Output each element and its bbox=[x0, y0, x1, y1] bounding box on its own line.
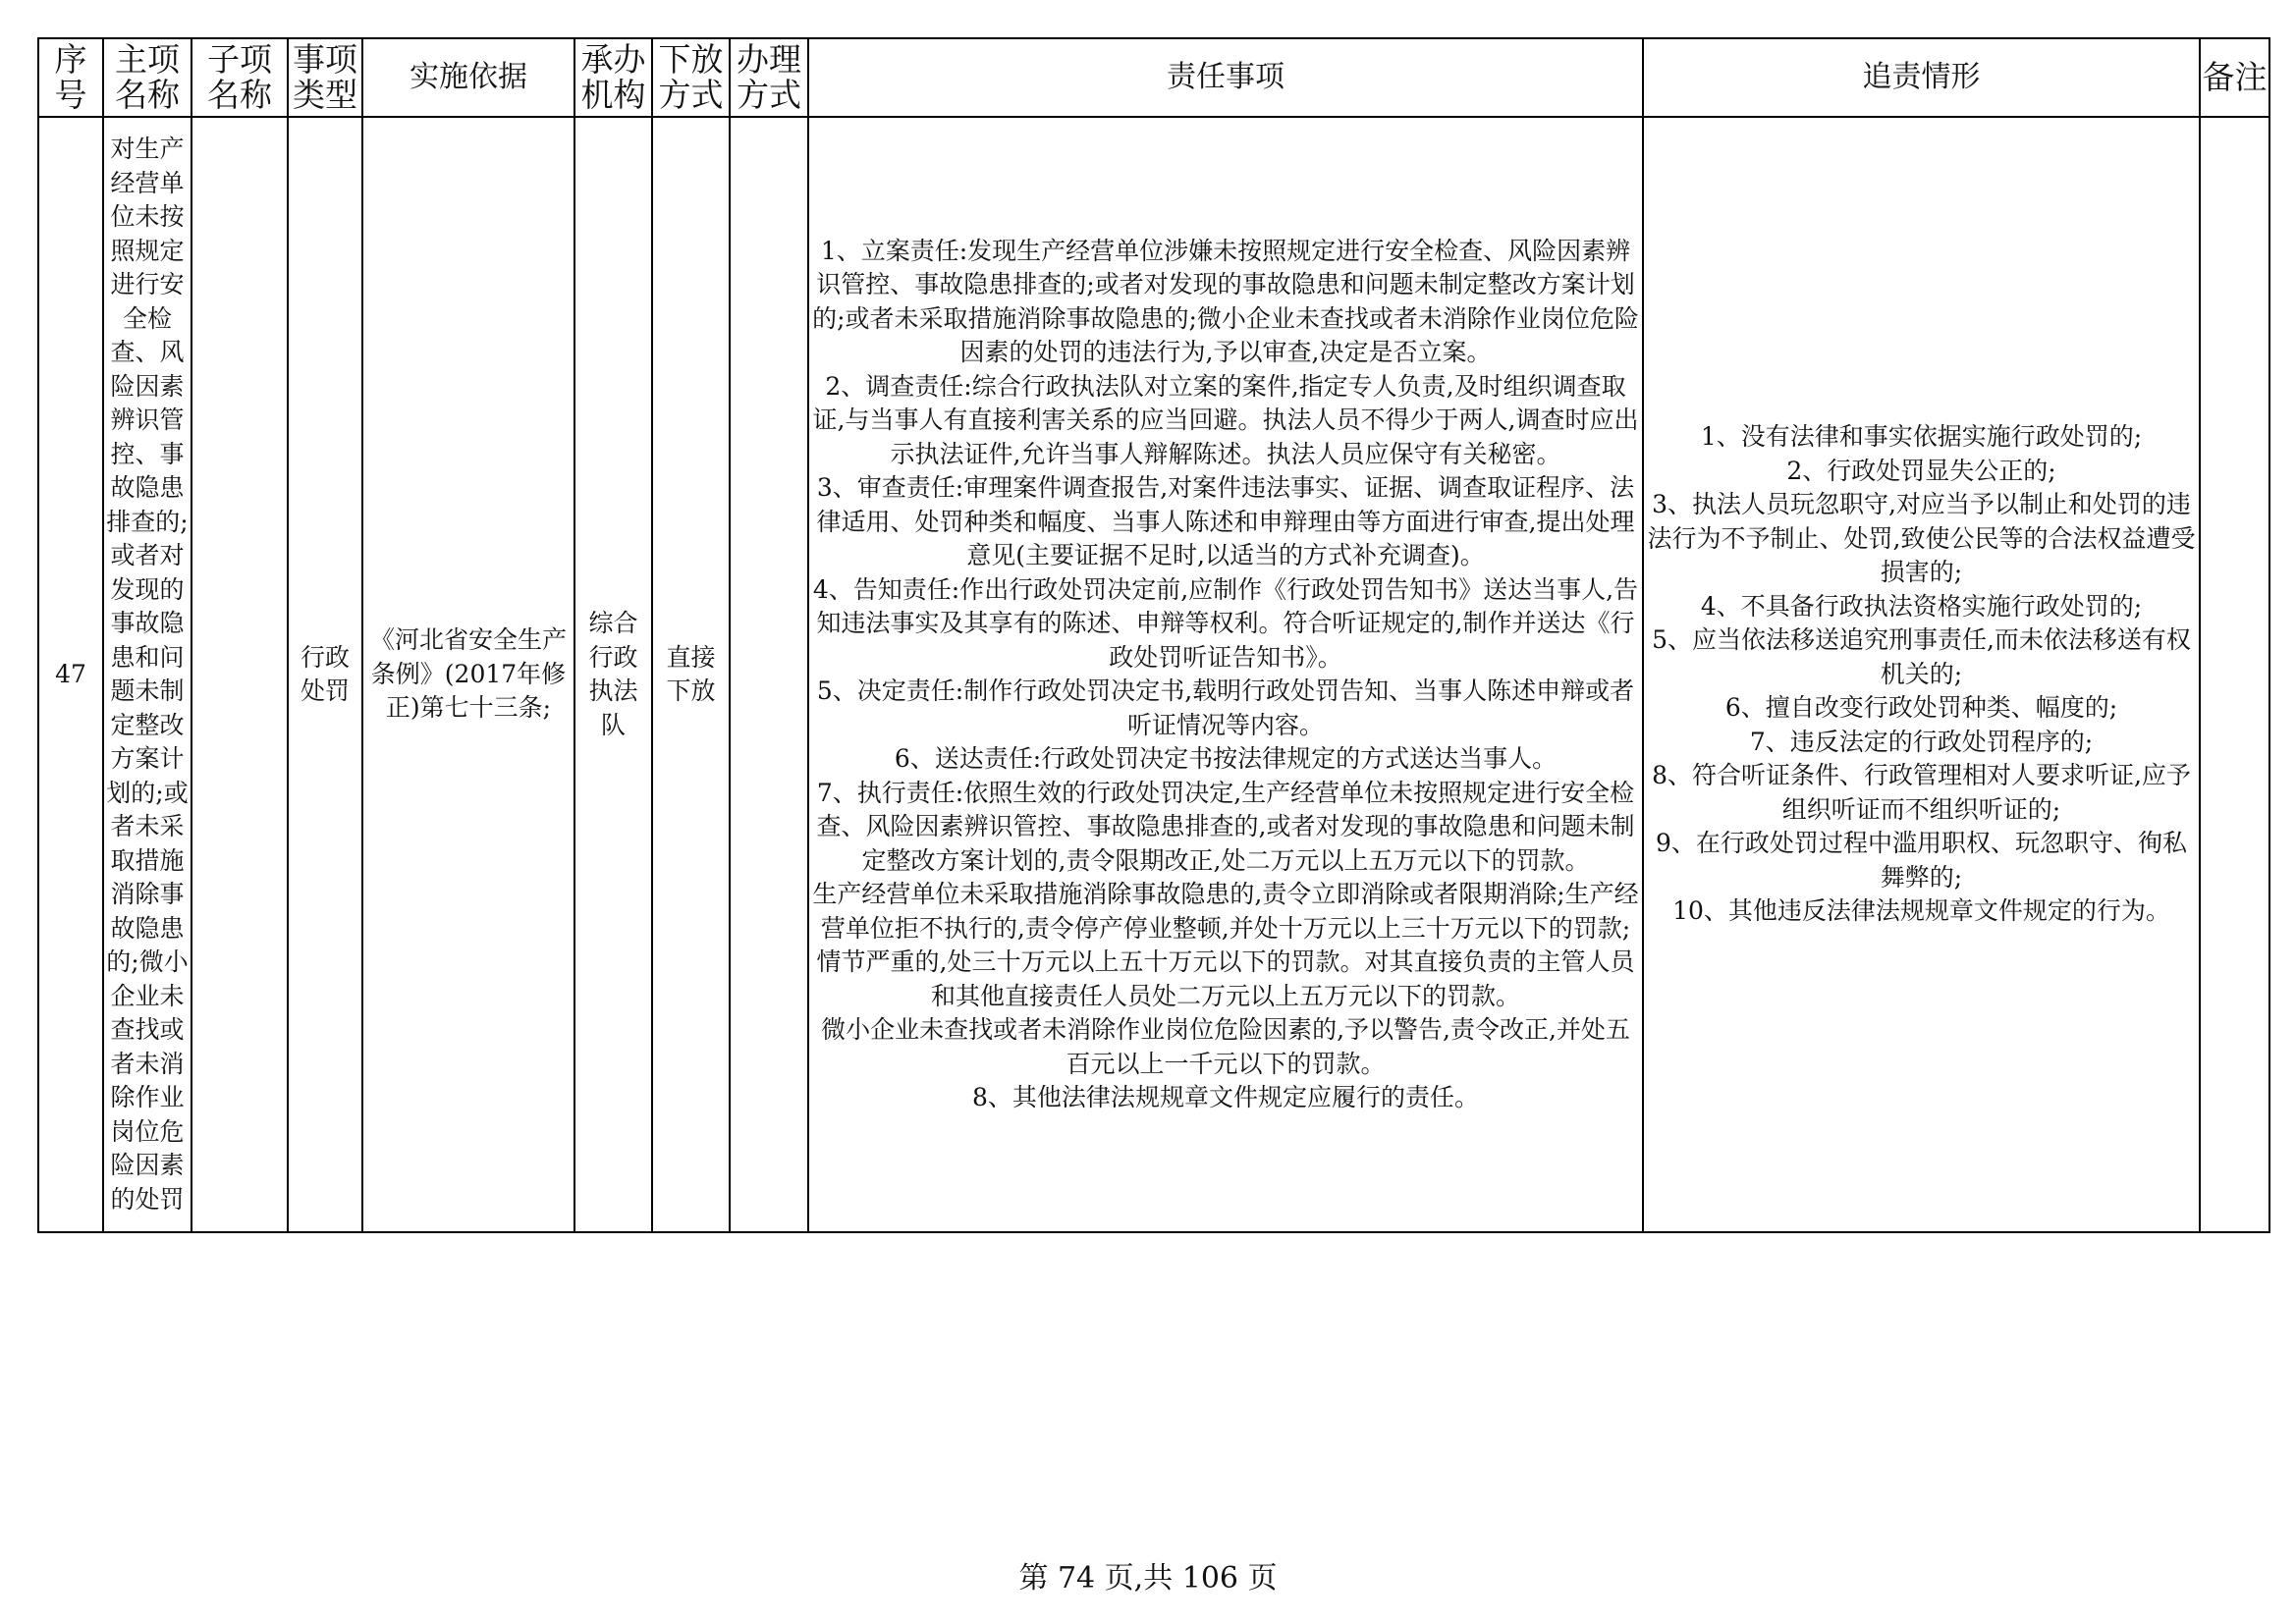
accountability-item: 6、擅自改变行政处罚种类、幅度的; bbox=[1724, 693, 2118, 723]
header-agency: 承办机构 bbox=[574, 38, 652, 117]
accountability-item: 7、违反法定的行政处罚程序的; bbox=[1749, 727, 2094, 756]
cell-delegation: 直接下放 bbox=[652, 117, 730, 1232]
header-delegation: 下放方式 bbox=[652, 38, 730, 117]
header-basis: 实施依据 bbox=[362, 38, 574, 117]
page-footer: 第 74 页,共 106 页 bbox=[1018, 1561, 1278, 1596]
cell-handling bbox=[730, 117, 808, 1232]
table-row bbox=[38, 117, 2269, 1232]
accountability-item: 8、符合听证条件、行政管理相对人要求听证,应予组织听证而不组织听证的; bbox=[1652, 761, 2191, 824]
duty-item: 2、调查责任:综合行政执法队对立案的案件,指定专人负责,及时组织调查取证,与当事人有直接利害关系的应当回避。执法人员不得少于两人,调查时应出示执法证件,允许当事人辩解陈述。执法人员应保守有关秘密。 bbox=[812, 371, 1639, 468]
header-handling: 办理方式 bbox=[730, 38, 808, 117]
header-seq: 序号 bbox=[38, 38, 103, 117]
duty-item: 8、其他法律法规规章文件规定应履行的责任。 bbox=[972, 1083, 1479, 1111]
duty-item: 4、告知责任:作出行政处罚决定前,应制作《行政处罚告知书》送达当事人,告知违法事实及其享有的陈述、申辩等权利。符合听证规定的,制作并送达《行政处罚听证告知书》。 bbox=[812, 574, 1639, 672]
cell-remarks bbox=[2200, 117, 2269, 1232]
cell-accountability bbox=[1643, 117, 2200, 1232]
header-item-type: 事项类型 bbox=[288, 38, 362, 117]
header-sub-item: 子项名称 bbox=[191, 38, 288, 117]
cell-item-type: 行政处罚 bbox=[288, 117, 362, 1232]
responsibility-table bbox=[37, 37, 2270, 1233]
cell-sub-item bbox=[191, 117, 288, 1232]
accountability-item: 9、在行政处罚过程中滥用职权、玩忽职守、徇私舞弊的; bbox=[1656, 829, 2187, 892]
accountability-item: 2、行政处罚显失公正的; bbox=[1786, 456, 2056, 485]
cell-seq: 47 bbox=[38, 117, 103, 1232]
cell-duty bbox=[808, 117, 1643, 1232]
accountability-item: 10、其他违反法律法规规章文件规定的行为。 bbox=[1672, 896, 2170, 926]
duty-item: 生产经营单位未采取措施消除事故隐患的,责令立即消除或者限期消除;生产经营单位拒不执行的,责令停产停业整顿,并处十万元以上三十万元以下的罚款;情节严重的,处三十万元以上五十万元以下的罚款。对其直接负责的主管人员和其他直接责任人员处二万元以上五万元以下的罚款。 bbox=[812, 880, 1639, 1010]
header-main-item: 主项名称 bbox=[103, 38, 191, 117]
cell-basis: 《河北省安全生产条例》(2017年修正)第七十三条; bbox=[362, 117, 574, 1232]
header-accountability: 追责情形 bbox=[1643, 38, 2200, 117]
duty-item: 1、立案责任:发现生产经营单位涉嫌未按照规定进行安全检查、风险因素辨识管控、事故隐患排查的;或者对发现的事故隐患和问题未制定整改方案计划的;或者未采取措施消除事故隐患的;微小企业未查找或者未消除作业岗位危险因素的处罚的违法行为,予以审查,决定是否立案。 bbox=[812, 236, 1639, 366]
header-remarks: 备注 bbox=[2200, 38, 2269, 117]
duty-item: 微小企业未查找或者未消除作业岗位危险因素的,予以警告,责令改正,并处五百元以上一千元以下的罚款。 bbox=[821, 1015, 1630, 1078]
table-header-row bbox=[38, 38, 2269, 117]
cell-main-item: 对生产经营单位未按照规定进行安全检查、风险因素辨识管控、事故隐患排查的;或者对发现的事故隐患和问题未制定整改方案计划的;或者未采取措施消除事故隐患的;微小企业未查找或者未消除作业岗位危险因素的处罚 bbox=[103, 117, 191, 1232]
duty-item: 5、决定责任:制作行政处罚决定书,载明行政处罚告知、当事人陈述申辩或者听证情况等内容。 bbox=[816, 676, 1635, 739]
duty-item: 7、执行责任:依照生效的行政处罚决定,生产经营单位未按照规定进行安全检查、风险因素辨识管控、事故隐患排查的,或者对发现的事故隐患和问题未制定整改方案计划的,责令限期改正,处二万元以上五万元以下的罚款。 bbox=[816, 778, 1635, 875]
duty-item: 6、送达责任:行政处罚决定书按法律规定的方式送达当事人。 bbox=[894, 744, 1558, 773]
accountability-item: 3、执法人员玩忽职守,对应当予以制止和处罚的违法行为不予制止、处罚,致使公民等的合法权益遭受损害的; bbox=[1647, 490, 2196, 587]
accountability-item: 5、应当依法移送追究刑事责任,而未依法移送有权机关的; bbox=[1652, 625, 2191, 688]
header-duty: 责任事项 bbox=[808, 38, 1643, 117]
accountability-item: 4、不具备行政执法资格实施行政处罚的; bbox=[1700, 591, 2143, 621]
cell-agency: 综合行政执法队 bbox=[574, 117, 652, 1232]
duty-item: 3、审查责任:审理案件调查报告,对案件违法事实、证据、调查取证程序、法律适用、处罚种类和幅度、当事人陈述和申辩理由等方面进行审查,提出处理意见(主要证据不足时,以适当的方式补充调查)。 bbox=[816, 473, 1635, 569]
accountability-item: 1、没有法律和事实依据实施行政处罚的; bbox=[1700, 422, 2143, 452]
